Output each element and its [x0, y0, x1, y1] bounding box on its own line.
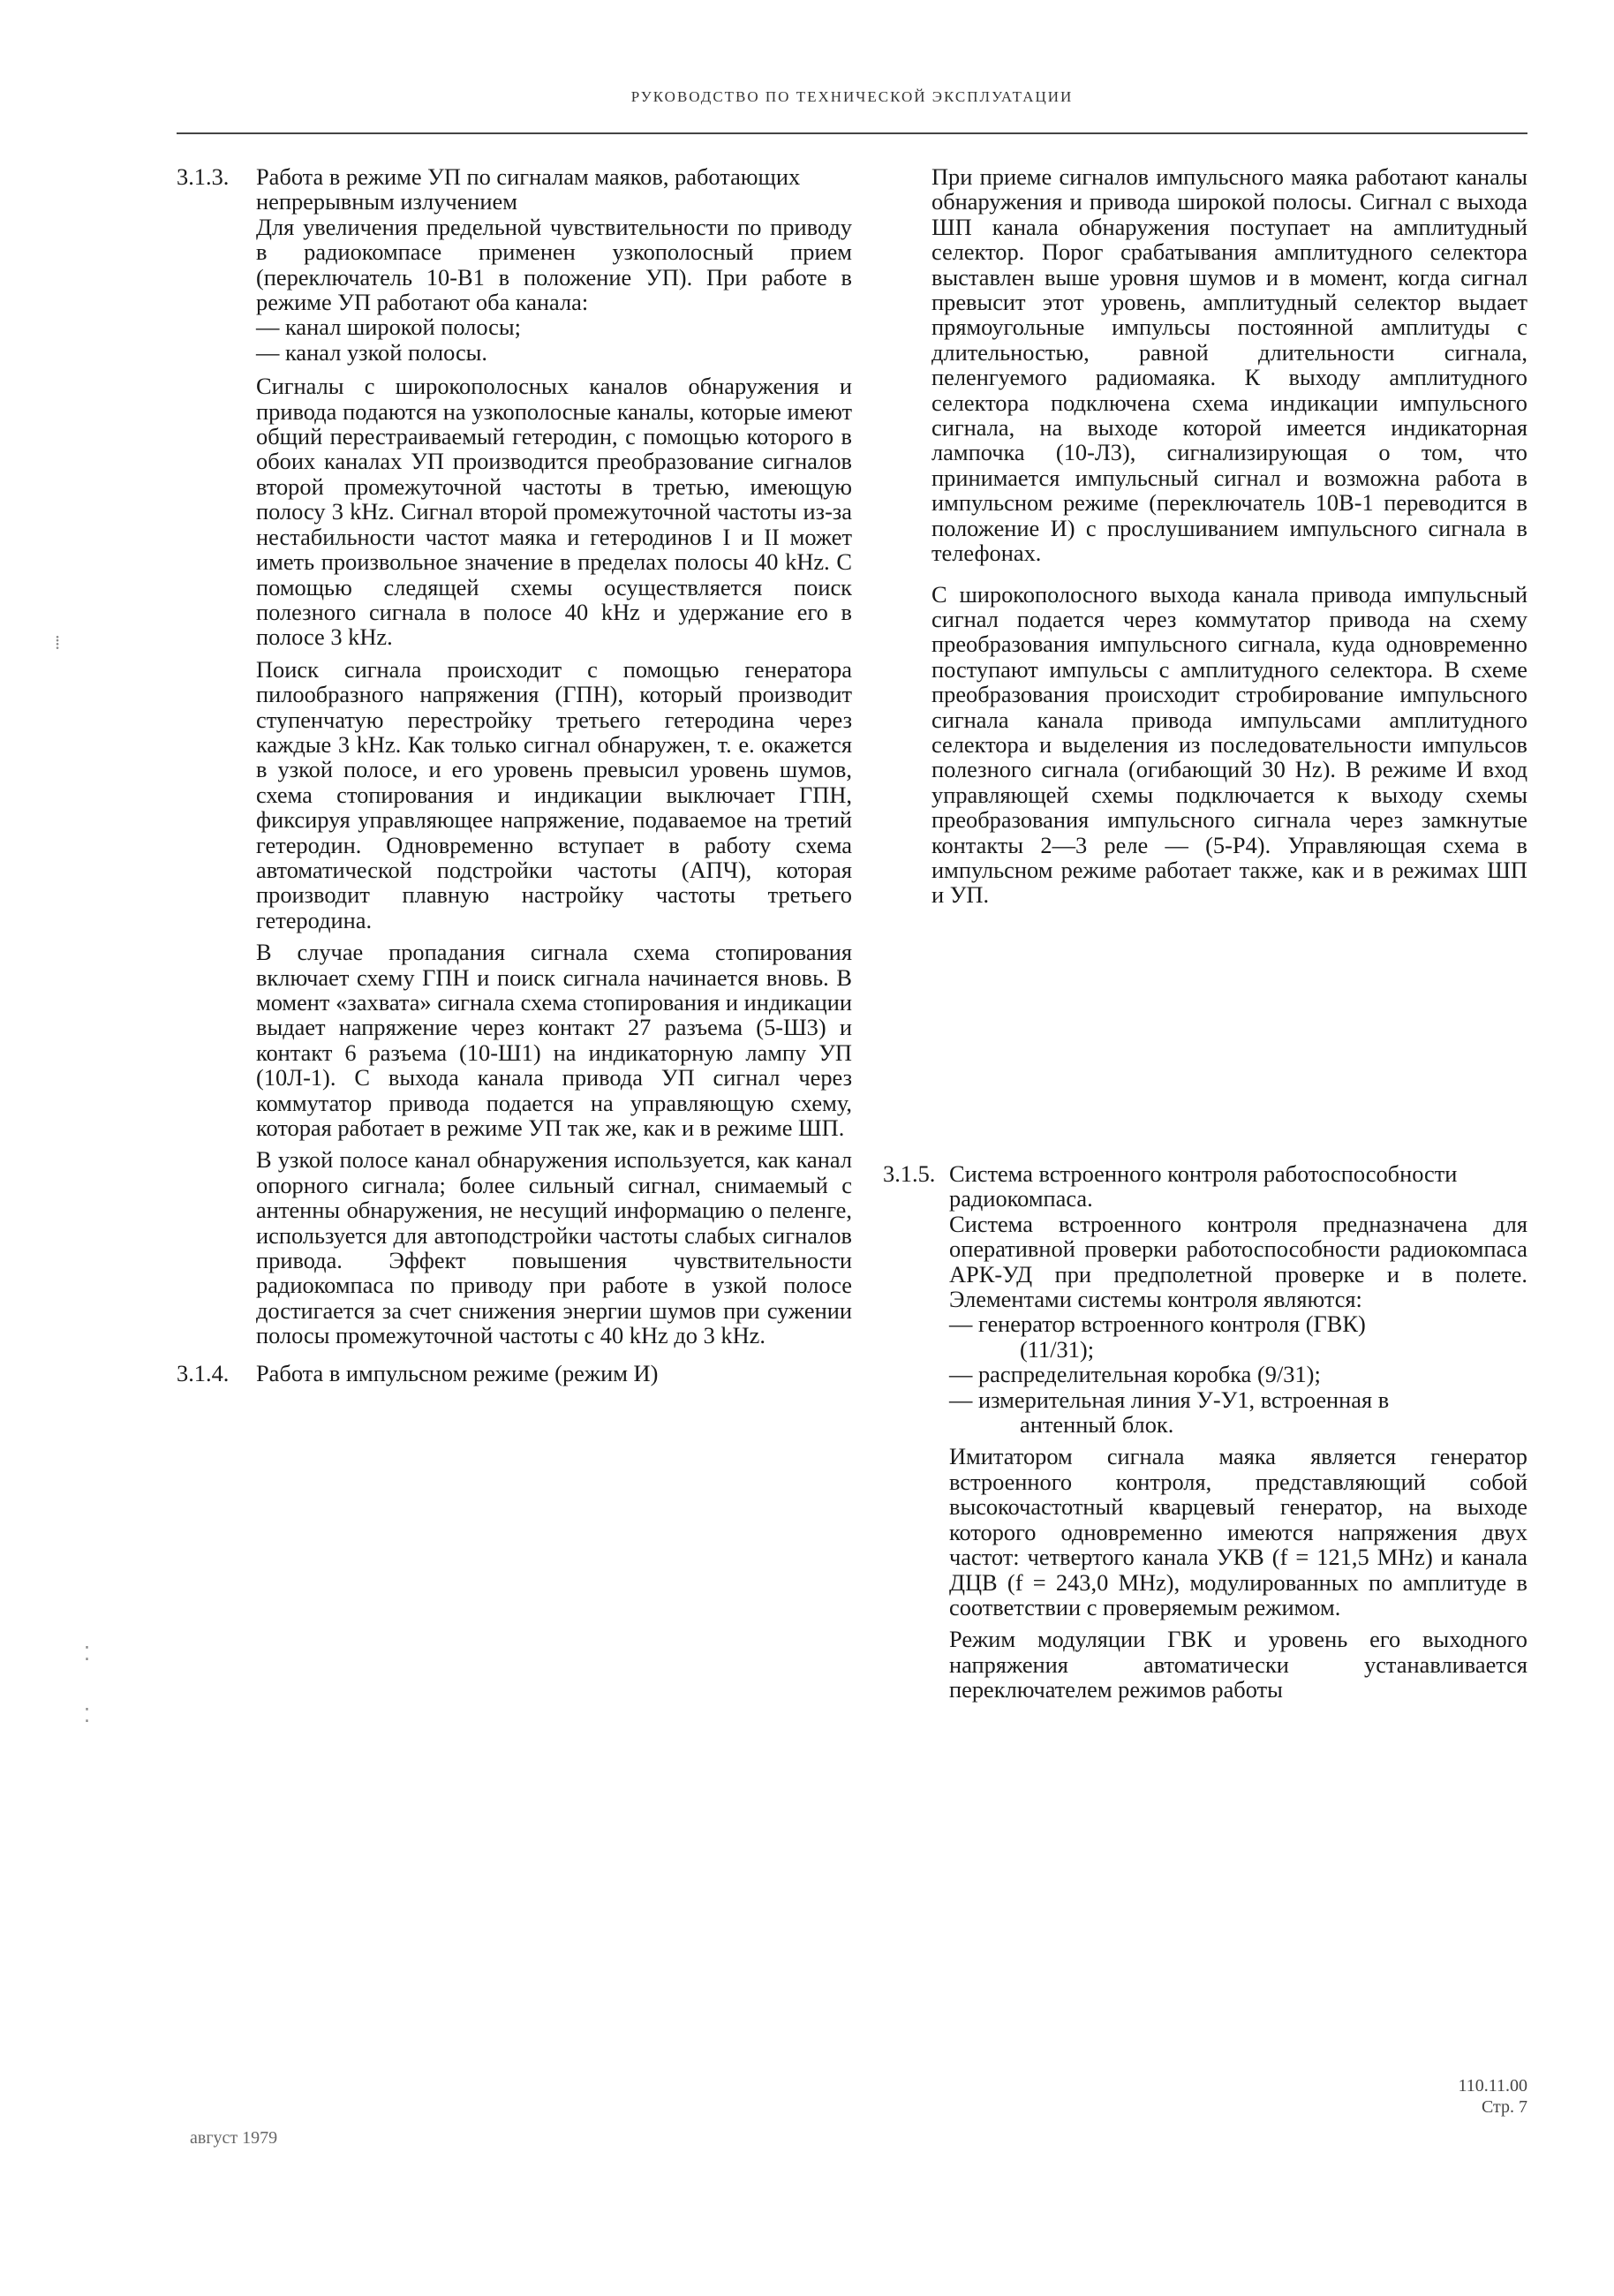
left-column — [177, 164, 852, 1386]
paragraph: Сигналы с широкополосных каналов обнаружения и привода подаются на узкополосные каналы, которые имеют общий перестраиваемый гетеродин, с помощью которого в обоих каналах УП производится преобразование сигналов второй промежуточной частоты в третью, имеющую полосу 3 kHz. Сигнал второй промежуточной частоты из-за нестабильности частот маяка и гетеродинов I и II может иметь произвольное значение в пределах полосы 40 kHz. С помощью следящей схемы осуществляется поиск полезного сигнала в полосе 40 kHz и удержание его в полосе 3 kHz. — [256, 373, 852, 651]
list-item — [949, 1311, 1527, 1362]
list-item: — канал широкой полосы; — [256, 313, 521, 341]
section-3-1-5-body — [949, 1212, 1527, 1703]
section-3-1-4-body — [931, 164, 1527, 908]
paragraph: В узкой полосе канал обнаружения используется, как канал опорного сигнала; более сильный сигнал, снимаемый с антенны обнаружения, не несущий информацию о пеленге, используется для автоподстройки частоты слабых сигналов привода. Эффект повышения чувствительности радиокомпаса по приводу при работе в узкой полосе достигается за счет снижения энергии шумов при сужении полосы промежуточной частоты с 40 kHz до 3 kHz. — [256, 1146, 852, 1349]
list-item — [949, 1387, 1527, 1438]
paragraph: В случае пропадания сигнала схема стопирования включает схему ГПН и поиск сигнала начинается вновь. В момент «захвата» сигнала схема стопирования и индикации выдает напряжение через контакт 27 разъема (5-Ш3) и контакт 6 разъема (10-Ш1) на индикаторную лампу УП (10Л-1). С выхода канала привода УП сигнал через коммутатор привода подается на управляющую схему, которая работает в режиме УП так же, как и в режиме ШП. — [256, 939, 852, 1142]
section-number: 3.1.4. — [177, 1359, 230, 1386]
section-title: Работа в импульсном режиме (режим И) — [256, 1359, 659, 1386]
section-title: Работа в режиме УП по сигналам маяков, работающих непрерывным излучением — [256, 163, 801, 215]
channel-list — [256, 314, 852, 365]
document-code: 110.11.00 — [1458, 2076, 1527, 2096]
scan-mark: ⁚ — [84, 1704, 90, 1726]
page-footer-date: август 1979 — [190, 2128, 278, 2148]
list-item: — канал узкой полосы. — [256, 338, 488, 366]
list-item-continuation: антенный блок. — [1020, 1411, 1174, 1439]
list-item-continuation: (11/31); — [1020, 1335, 1095, 1363]
section-number: 3.1.3. — [177, 163, 230, 190]
right-column-bottom — [883, 1161, 1527, 1710]
page-header: РУКОВОДСТВО ПО ТЕХНИЧЕСКОЙ ЭКСПЛУАТАЦИИ — [630, 88, 1074, 105]
paragraph: Система встроенного контроля предназначена для оперативной проверки работоспособности радиокомпаса АРК-УД при предполетной проверке и в полете. Элементами системы контроля являются: — [949, 1210, 1527, 1313]
section-title: Система встроенного контроля работоспособности радиокомпаса. — [949, 1160, 1458, 1212]
paragraph: Имитатором сигнала маяка является генератор встроенного контроля, представляющий собой высокочастотный кварцевый генератор, на выходе которого одновременно имеются напряжения двух частот: четвертого канала УКВ (f = 121,5 MHz) и канала ДЦВ (f = 243,0 MHz), модулированных по амплитуде в соответствии с проверяемым режимом. — [949, 1443, 1527, 1620]
section-3-1-3-body — [256, 215, 852, 1348]
list-item — [949, 1362, 1527, 1386]
list-item-text: — генератор встроенного контроля (ГВК) — [949, 1310, 1366, 1338]
paragraph: При приеме сигналов импульсного маяка работают каналы обнаружения и привода широкой полосы. Сигнал с выхода ШП канала обнаружения поступает на амплитудный селектор. Порог срабатывания амплитудного селектора выставлен выше уровня шумов и в момент, когда сигнал превысит этот уровень, амплитудный селектор выдает прямоугольные импульсы постоянной амплитуды с длительностью, равной длительности сигнала, пеленгуемого радиомаяка. К выходу амплитудного селектора подключена схема индикации импульсного сигнала, на выходе которой имеется индикаторная лампочка (10-Л3), сигнализирующая о том, что принимается импульсный сигнал и возможна работа в импульсном режиме (переключатель 10В-1 переводится в положение И) с прослушиванием импульсного сигнала в телефонах. — [931, 163, 1527, 567]
header-rule — [177, 132, 1527, 134]
paragraph: Для увеличения предельной чувствительности по приводу в радиокомпасе применен узкополосный прием (переключатель 10-В1 в положение УП). При работе в режиме УП работают оба канала: — [256, 213, 852, 316]
paragraph: Режим модуляции ГВК и уровень его выходного напряжения автоматически устанавливается переключателем режимов работы — [949, 1626, 1527, 1703]
elements-list — [949, 1311, 1527, 1437]
page-number: Стр. 7 — [1481, 2097, 1527, 2117]
right-column-top — [883, 164, 1527, 924]
list-item-text: — распределительная коробка (9/31); — [949, 1361, 1321, 1388]
section-3-1-5-heading — [883, 1161, 1527, 1212]
section-3-1-4-heading — [177, 1361, 852, 1386]
section-number: 3.1.5. — [883, 1160, 936, 1187]
section-3-1-3-heading — [177, 164, 852, 215]
list-item-text: — измерительная линия У-У1, встроенная в — [949, 1386, 1390, 1413]
paragraph: Поиск сигнала происходит с помощью генератора пилообразного напряжения (ГПН), который производит ступенчатую перестройку третьего гетеродина через каждые 3 kHz. Как только сигнал обнаружен, т. е. окажется в узкой полосе, и его уровень превысил уровень шумов, схема стопирования и индикации выключает ГПН, фиксируя управляющее напряжение, подаваемое на третий гетеродин. Одновременно вступает в работу схема автоматической подстройки частоты (АПЧ), которая производит плавную настройку частоты третьего гетеродина. — [256, 655, 852, 933]
scan-mark: ⁚ — [84, 1643, 90, 1665]
paragraph: С широкополосного выхода канала привода импульсный сигнал подается через коммутатор привода на схему преобразования импульсного сигнала, куда одновременно поступают импульсы с амплитудного селектора. В схеме преобразования происходит стробирование импульсного сигнала канала привода импульсами амплитудного селектора и выделения из последовательности импульсов полезного сигнала (огибающий 30 Hz). В режиме И вход управляющей схемы подключается к выходу схемы преобразования импульсного сигнала через замкнутые контакты 2—3 реле — (5-Р4). Управляющая схема в импульсном режиме работает также, как и в режимах ШП и УП. — [931, 580, 1527, 909]
page-footer-ref — [1377, 2075, 1527, 2118]
scan-mark: ⁞ — [55, 631, 61, 653]
